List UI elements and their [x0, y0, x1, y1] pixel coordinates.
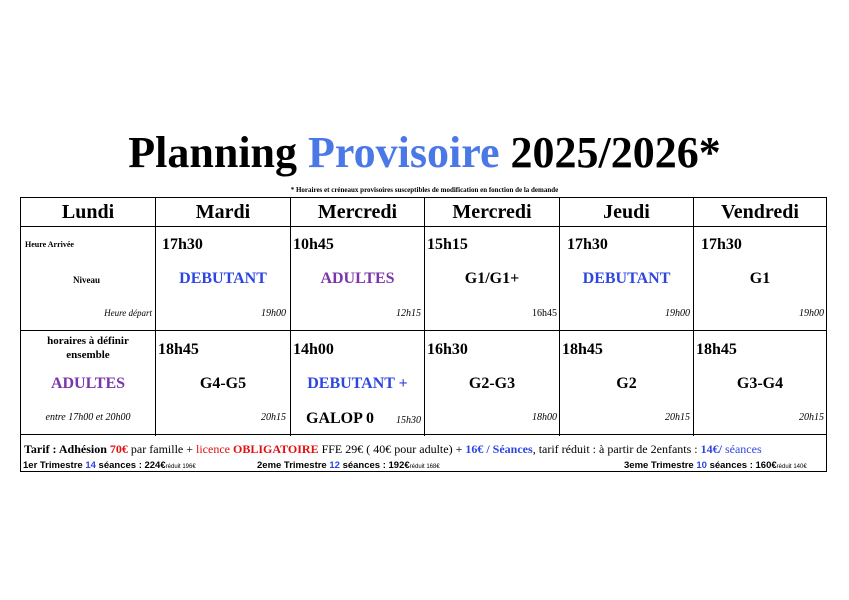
slot-depart: 20h15: [665, 412, 690, 423]
trimestre-count: 12: [329, 460, 340, 471]
slot-arrive: 17h30: [567, 236, 608, 253]
tarif-seance: 16€ / Séances: [465, 442, 533, 456]
slot-arrive: 14h00: [293, 341, 334, 358]
slot-depart: 19h00: [665, 308, 690, 319]
trimestre-2: [257, 460, 440, 471]
trimestre-reduit: réduit 196€: [165, 464, 196, 470]
lundi-level: ADULTES: [50, 375, 126, 392]
trimestre-count: 10: [696, 460, 707, 471]
trimestre-1: [23, 460, 196, 471]
slot-arrive: 17h30: [162, 236, 203, 253]
grid-line: [21, 434, 826, 435]
tarif-label: Tarif : Adhésion: [24, 442, 107, 456]
slot-depart: 20h15: [261, 412, 286, 423]
slot-level: G1: [749, 270, 771, 287]
tarif-licence: licence: [196, 442, 230, 456]
slot-level: ADULTES: [320, 270, 395, 287]
label-heure-arrivee: Heure Arrivée: [25, 240, 74, 249]
slot-depart: 19h00: [261, 308, 286, 319]
slot-arrive: 18h45: [696, 341, 737, 358]
lundi-hours: entre 17h00 et 20h00: [45, 412, 131, 423]
trimestre-reduit: réduit 140€: [776, 464, 807, 470]
trimestre-price: séances : 192€: [342, 460, 410, 471]
slot-level-2: GALOP 0: [306, 410, 375, 427]
trimestre-reduit: réduit 168€: [409, 464, 440, 470]
trimestre-label: 3eme Trimestre: [624, 460, 694, 471]
grid-line: [21, 330, 826, 331]
tarif-reduit: , tarif réduit : à partir de 2enfants :: [532, 442, 698, 456]
day-header-lundi: Lundi: [61, 201, 115, 223]
slot-level: DEBUTANT: [179, 270, 267, 287]
tarif-par-famille: par famille +: [130, 442, 193, 456]
slot-level: G3-G4: [736, 375, 784, 392]
trimestre-3: [624, 460, 807, 471]
tarif-adhesion: 70€: [109, 442, 128, 456]
slot-depart: 12h15: [396, 308, 421, 319]
slot-depart: 19h00: [799, 308, 824, 319]
lundi-note-line2: ensemble: [66, 349, 110, 361]
trimestre-price: séances : 160€: [709, 460, 777, 471]
slot-arrive: 10h45: [293, 236, 334, 253]
slot-depart: 18h00: [532, 412, 557, 423]
day-header-mercredi-2: Mercredi: [452, 201, 532, 223]
day-header-jeudi: Jeudi: [603, 201, 650, 223]
tarif-obligatoire: OBLIGATOIRE: [232, 442, 319, 456]
slot-level: G2-G3: [468, 375, 516, 392]
lundi-note-line1: horaires à définir: [47, 335, 129, 347]
slot-arrive: 15h15: [427, 236, 468, 253]
label-heure-depart: Heure départ: [104, 308, 152, 318]
title-provisoire: Provisoire: [308, 128, 500, 177]
slot-arrive: 16h30: [427, 341, 468, 358]
trimestre-label: 1er Trimestre: [23, 460, 83, 471]
tarif-reduit-price: 14€/: [700, 442, 722, 456]
trimestre-label: 2eme Trimestre: [257, 460, 327, 471]
schedule-table: [20, 197, 827, 472]
day-header-mercredi: Mercredi: [317, 201, 398, 223]
page-title: [0, 128, 849, 178]
day-header-vendredi: Vendredi: [721, 201, 799, 223]
slot-level: G1/G1+: [464, 270, 520, 287]
disclaimer-note: * Horaires et créneaux provisoires susceptibles de modification en fonction de la demande: [290, 186, 559, 194]
slot-level: G4-G5: [199, 375, 247, 392]
title-planning: Planning: [128, 128, 298, 177]
slot-level: G2: [616, 375, 637, 392]
label-niveau: Niveau: [73, 275, 100, 285]
slot-level: DEBUTANT: [582, 270, 671, 287]
tarif-line: [24, 442, 762, 457]
title-year: 2025/2026*: [510, 128, 721, 177]
day-header-mardi: Mardi: [195, 201, 251, 223]
tarif-seances: séances: [724, 442, 762, 456]
slot-arrive: 18h45: [158, 341, 199, 358]
slot-arrive: 17h30: [701, 236, 742, 253]
slot-arrive: 18h45: [562, 341, 603, 358]
slot-depart: 20h15: [799, 412, 824, 423]
trimestre-count: 14: [85, 460, 96, 471]
slot-depart: 15h30: [396, 415, 421, 426]
slot-depart: 16h45: [532, 308, 557, 319]
slot-level: DEBUTANT +: [307, 375, 408, 392]
trimestre-price: séances : 224€: [98, 460, 166, 471]
tarif-ffe: FFE 29€ ( 40€ pour adulte) +: [321, 442, 463, 456]
